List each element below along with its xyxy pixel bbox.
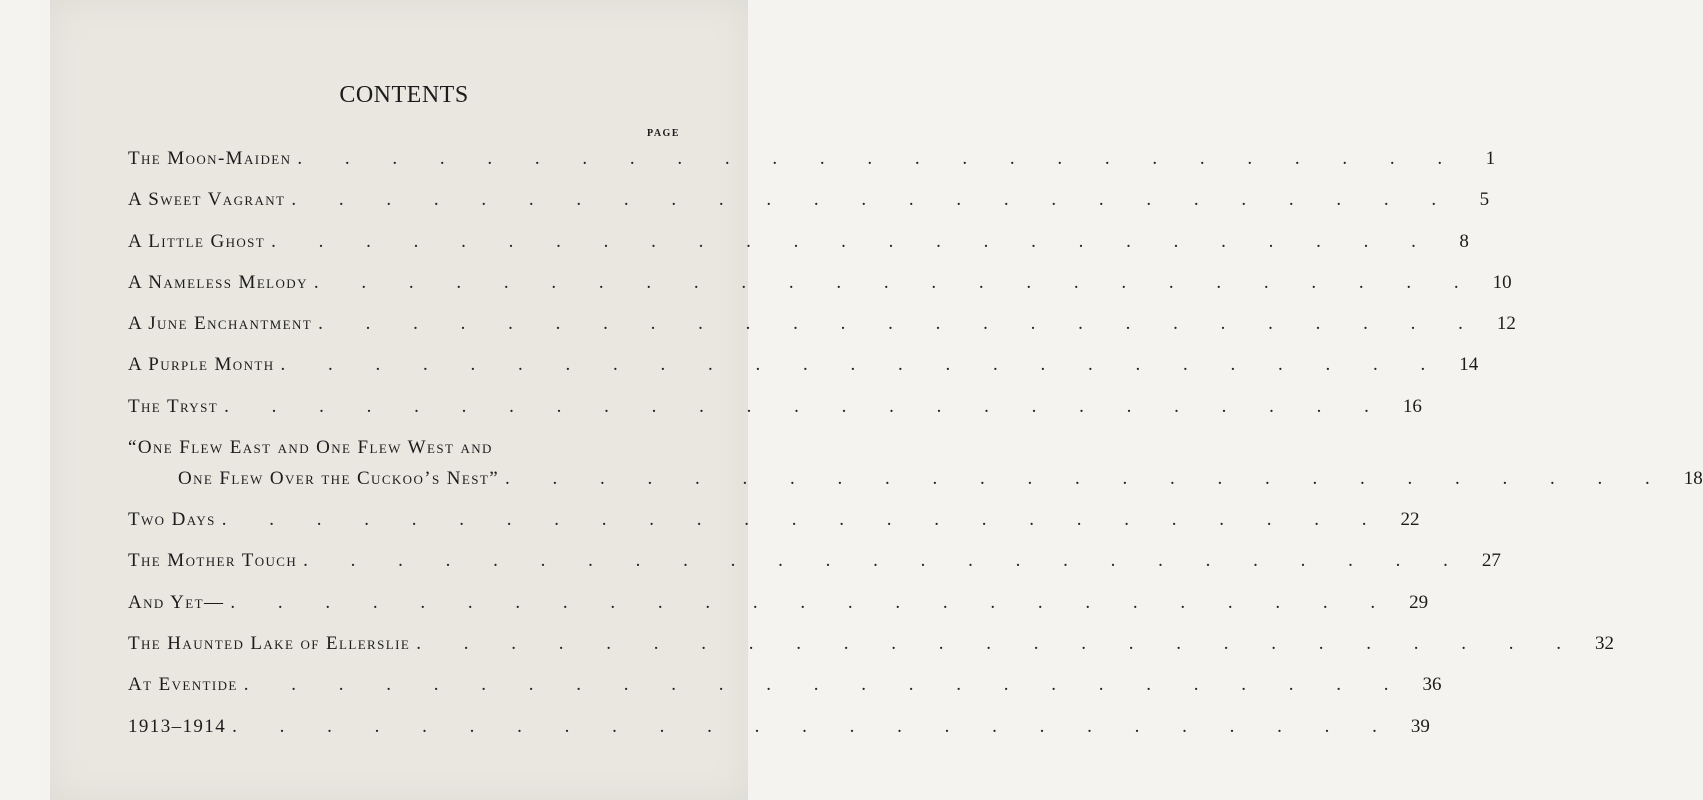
toc-entry-title: And Yet— — [128, 591, 225, 613]
leader-dots: . . . . . . . . . . . . . . . . . . . . . . . . . — [271, 230, 1435, 252]
leader-dots: . . . . . . . . . . . . . . . . . . . . . . . . . — [243, 674, 1408, 696]
contents-heading: CONTENTS — [339, 82, 469, 108]
toc-entry — [128, 548, 1501, 589]
table-of-contents — [128, 146, 1703, 755]
leader-dots: . . . . . . . . . . . . . . . . . . . . . . . . . — [232, 715, 1396, 737]
toc-entry-page: 14 — [1459, 354, 1479, 376]
leader-dots: . . . . . . . . . . . . . . . . . . . . . . . . . — [313, 271, 1478, 293]
leader-dots: . . . . . . . . . . . . . . . . . . . . . . . . . — [230, 591, 1395, 613]
toc-entry — [128, 311, 1516, 352]
toc-entry-title: At Eventide — [128, 674, 238, 696]
toc-entry — [128, 270, 1512, 311]
toc-entry-page: 12 — [1496, 313, 1516, 335]
leader-dots: . . . . . . . . . . . . . . . . . . . . . . . . . — [280, 354, 1445, 376]
toc-entry-page: 8 — [1459, 230, 1469, 252]
toc-entry — [128, 394, 1422, 435]
toc-entry-title: A Little Ghost — [128, 230, 266, 252]
leader-dots: . . . . . . . . . . . . . . . . . . . . . . . . . — [416, 632, 1580, 654]
leader-dots: . . . . . . . . . . . . . . . . . . . . . . . . . — [291, 189, 1456, 211]
toc-entry-title-line1: “One Flew East and One Flew West and — [128, 437, 493, 459]
toc-entry — [128, 435, 1703, 507]
toc-entry-title: Two Days — [128, 509, 216, 531]
toc-entry-title: The Mother Touch — [128, 550, 298, 572]
toc-entry — [128, 229, 1469, 270]
toc-entry — [128, 352, 1479, 393]
toc-entry-title: The Haunted Lake of Ellerslie — [128, 632, 411, 654]
toc-entry-page: 32 — [1594, 632, 1614, 654]
toc-entry — [128, 631, 1614, 672]
toc-entry — [128, 146, 1496, 187]
leader-dots: . . . . . . . . . . . . . . . . . . . . . . . . . — [221, 509, 1386, 531]
toc-entry-title: A Purple Month — [128, 354, 275, 376]
toc-entry-title: The Tryst — [128, 395, 219, 417]
toc-entry-title: 1913–1914 — [128, 715, 227, 737]
toc-entry — [128, 672, 1442, 713]
toc-entry-page: 27 — [1481, 550, 1501, 572]
toc-entry-page: 5 — [1479, 189, 1490, 211]
toc-entry-title: A Nameless Melody — [128, 271, 308, 293]
toc-entry-page: 29 — [1409, 591, 1429, 613]
toc-entry-page: 36 — [1422, 674, 1442, 696]
toc-entry-title: A Sweet Vagrant — [128, 189, 286, 211]
toc-entry-page: 1 — [1485, 148, 1496, 169]
page-column-label: page — [646, 125, 680, 140]
leader-dots: . . . . . . . . . . . . . . . . . . . . . . . . . — [318, 313, 1482, 335]
toc-entry-page: 39 — [1410, 715, 1430, 737]
toc-entry-title: A June Enchantment — [128, 313, 313, 335]
toc-entry — [128, 187, 1490, 228]
leader-dots: . . . . . . . . . . . . . . . . . . . . . . . . . — [505, 468, 1669, 490]
toc-entry-title: The Moon-Maiden — [128, 148, 292, 169]
toc-entry-page: 18 — [1683, 468, 1703, 490]
toc-entry-title-line2: One Flew Over the Cuckoo’s Nest” — [178, 468, 500, 490]
leader-dots: . . . . . . . . . . . . . . . . . . . . . . . . . — [297, 148, 1462, 169]
toc-entry-page: 10 — [1492, 271, 1512, 293]
leader-dots: . . . . . . . . . . . . . . . . . . . . . . . . . — [224, 395, 1388, 417]
book-page — [50, 0, 1703, 800]
toc-entry — [128, 714, 1430, 755]
toc-entry — [128, 590, 1429, 631]
toc-entry — [128, 507, 1420, 548]
leader-dots: . . . . . . . . . . . . . . . . . . . . . . . . . — [303, 550, 1467, 572]
toc-entry-page: 16 — [1402, 395, 1422, 417]
toc-entry-page: 22 — [1400, 509, 1420, 531]
